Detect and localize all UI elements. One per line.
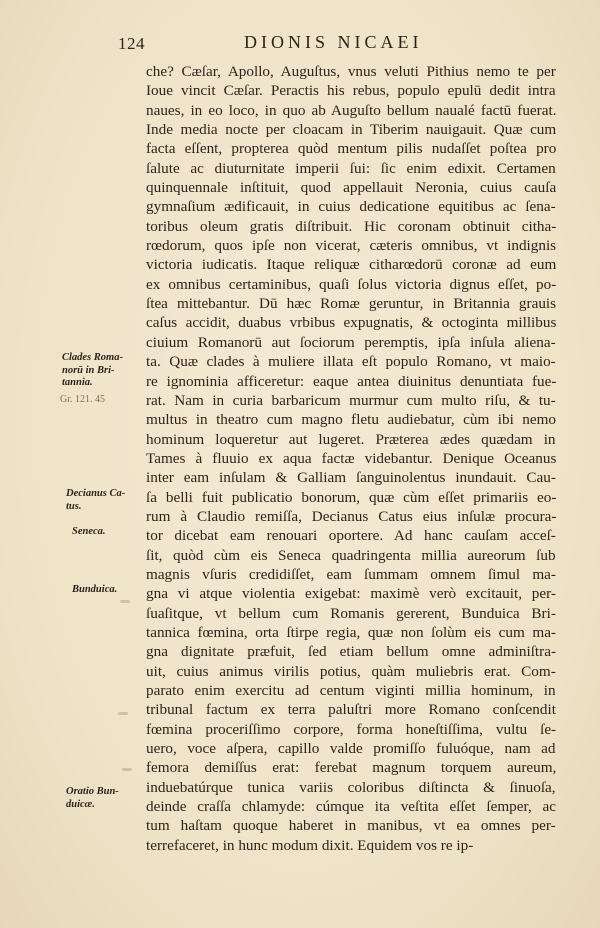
text-line: ſuaſitque, vt bellum cum Romanis gererent, Bunduica Bri- <box>146 604 556 622</box>
margin-note-line: tannia. <box>62 377 93 388</box>
text-line: Inde media nocte per cloacam in Tiberim nauigauit. Quæ cum <box>146 121 556 139</box>
text-line: ta. Quæ clades à muliere illata eſt populo Romano, vt maio- <box>146 353 556 371</box>
text-line: hominum loqueretur aut lugeret. Præterea ædes quædam in <box>146 430 556 448</box>
text-line: ſa belli fuit publicatio bonorum, quæ cùm eſſet primariis eo- <box>146 488 556 506</box>
text-line: Ioue vincit Cæſar. Peractis his rebus, populo epulū dedit intra <box>146 82 556 100</box>
margin-note-decianus <box>66 488 125 513</box>
handwritten-annotation: Gr. 121. 45 <box>60 394 105 405</box>
text-line: induebatúrque tunica variis coloribus diſtincta & ſinuoſa, <box>146 778 556 796</box>
margin-note-line: duicæ. <box>66 798 95 810</box>
text-line: ciuium Romanorū aut ſociorum peremptis, ipſa inſula aliena- <box>146 333 556 351</box>
margin-note-oratio <box>66 786 119 811</box>
text-line: tannica fœmina, orta ſtirpe regia, quæ non ſolùm eis cum ma- <box>146 623 556 641</box>
text-line: gna dignitate præfuit, ſed etiam bellum omne adminiſtra- <box>146 643 556 661</box>
text-line: tum haſtam quoque haberet in manibus, vt ea omnes per- <box>146 817 556 835</box>
running-title: DIONIS NICAEI <box>244 32 423 52</box>
text-line: rum à Claudio remiſſa, Decianus Catus eius inſulæ procura- <box>146 507 556 525</box>
text-line: victoria iudicatis. Itaque reliquæ citharœdorū coronæ ad eum <box>146 256 556 274</box>
text-line: re ignominia afficeretur: eaque antea diuinitus denuntiata fue- <box>146 372 556 390</box>
text-line: ſtea mittebantur. Dū hæc Romæ geruntur, in Britannia grauis <box>146 295 556 313</box>
margin-note-line: Oratio Bun- <box>66 786 119 797</box>
text-line: tor dicebat eam renouari oportere. Ad hanc cauſam acceſ- <box>146 527 556 545</box>
margin-note-line: tus. <box>66 500 82 512</box>
margin-note-line: Bunduica. <box>72 584 118 595</box>
margin-note-bunduica <box>72 584 117 597</box>
text-line: fœmina proceriſſimo corpore, forma honeſtiſſima, vultu ſe- <box>146 720 556 738</box>
ink-blot <box>120 600 130 603</box>
body-text <box>146 62 556 855</box>
margin-note-line: Decianus Ca- <box>66 488 126 499</box>
text-line: deinde craſſa chlamyde: cúmque ita veſtita eſſet ſemper, ac <box>146 798 556 816</box>
margin-note-clades <box>62 352 123 390</box>
text-line: quinquennale inſtituit, quod appellauit Neronia, cuius cauſa <box>146 179 556 197</box>
text-line: multus in theatro cum magno fletu audiebatur, cùm ibi nemo <box>146 411 556 429</box>
text-line: femora demiſſus erat: ferebat magnum torquem aureum, <box>146 759 556 777</box>
text-line: toribus oleum gratis diſtribuit. Hic coronam obtinuit citha- <box>146 217 556 235</box>
text-line: terrefaceret, in hunc modum dixit. Equidem vos re ip- <box>146 836 474 854</box>
text-line: rat. Nam in curia barbaricum murmur cum multo riſu, & tu- <box>146 391 556 409</box>
margin-note-line: Seneca. <box>72 526 106 537</box>
page-number: 124 <box>118 34 145 53</box>
text-line: magnis vſuris credidiſſet, eam ſummam omnem ſimul ma- <box>146 565 556 583</box>
text-line: inter eam inſulam & Galliam ſanguinolentus inundauit. Cau- <box>146 469 556 487</box>
margin-note-line: Clades Roma- <box>62 352 123 363</box>
text-line: facta eſſent, propterea quòd mentum pilis nudaſſet poſtea pro <box>146 140 556 158</box>
text-line: Tames à fluuio ex aqua factæ videbantur. Denique Oceanus <box>146 449 556 467</box>
text-line: uero, voce aſpera, capillo valde promiſſo fuluóque, nam ad <box>146 740 556 758</box>
text-line: rœdorum, quos ipſe non vicerat, cæteris omnibus, vt indignis <box>146 237 556 255</box>
text-line: ex omnibus certaminibus, quaſi ſolus victoria dignus eſſet, po- <box>146 275 556 293</box>
text-line: tribunal factum ex terra paluſtri more Romano conſcendit <box>146 701 556 719</box>
text-line: gymnaſium ædificauit, in cuius dedicatione equitibus ac ſena- <box>146 198 556 216</box>
text-line: naues, in eo loco, in quo ab Auguſto bellum naualé factū fuerat. <box>146 101 556 119</box>
ink-blot <box>122 768 132 771</box>
text-line: caſus accidit, duabus vrbibus expugnatis, & octoginta millibus <box>146 314 556 332</box>
text-line: gna vi atque violentia exigebat: maximè verò excitauit, per- <box>146 585 556 603</box>
margin-note-seneca <box>72 526 106 539</box>
text-line: che? Cæſar, Apollo, Auguſtus, vnus veluti Pithius nemo te per <box>146 63 556 80</box>
text-line: parato enim exercitu ad centum viginti millia hominum, in <box>146 682 556 699</box>
text-line: ſit, quòd cùm eis Seneca quadringenta millia aureorum ſub <box>146 546 556 564</box>
text-line: ſalute ac diuturnitate imperii ſui: ſic enim edixit. Certamen <box>146 159 556 177</box>
ink-blot <box>118 712 128 715</box>
text-line: uit, cuius animus virilis potius, quàm muliebris erat. Com- <box>146 662 556 680</box>
margin-note-line: norū in Bri- <box>62 364 115 376</box>
